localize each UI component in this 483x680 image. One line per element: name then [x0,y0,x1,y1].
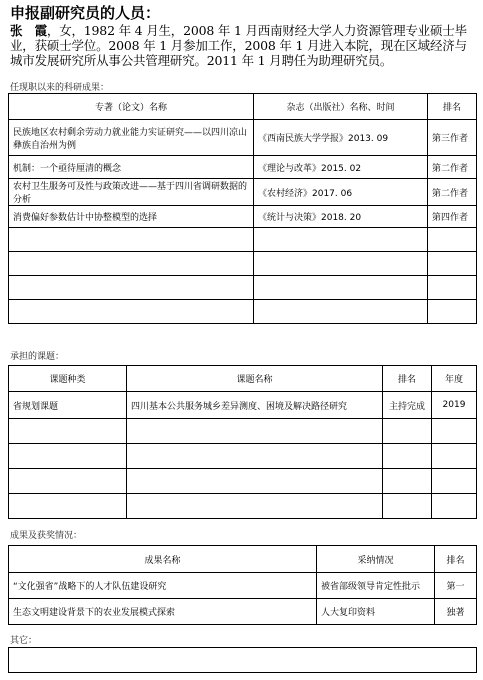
project-title [127,444,383,469]
table-row [9,228,477,252]
paper-rank: 第二作者 [428,179,477,206]
projects-header-type: 课题种类 [9,366,127,392]
paper-title [9,300,254,324]
project-year [432,419,477,444]
paper-title: 消费偏好参数估计中协整模型的选择 [9,206,254,228]
paper-journal [254,300,428,324]
awards-table [8,545,477,625]
project-type [9,419,127,444]
paper-rank [428,300,477,324]
table-row [9,156,477,179]
table-row [9,120,477,156]
papers-header-row [9,94,477,120]
paper-journal: 《农村经济》2017. 06 [254,179,428,206]
table-row [9,599,477,625]
project-year [432,469,477,494]
project-title: 四川基本公共服务城乡差异测度、困境及解决路径研究 [127,392,383,419]
awards-header-adoption: 采纳情况 [317,546,435,573]
project-year [432,494,477,519]
paper-journal: 《统计与决策》2018. 20 [254,206,428,228]
award-title: “文化强省”战略下的人才队伍建设研究 [9,573,317,599]
paper-journal [254,276,428,300]
awards-header-rank: 排名 [435,546,477,573]
project-type [9,444,127,469]
table-row [9,573,477,599]
award-title: 生态文明建设背景下的农业发展模式探索 [9,599,317,625]
table-row [9,494,477,519]
paper-title [9,252,254,276]
paper-rank: 第二作者 [428,156,477,179]
project-rank [383,494,432,519]
table-row [9,392,477,419]
applicant-bio [10,23,478,68]
table-row [9,419,477,444]
project-title [127,469,383,494]
project-rank [383,469,432,494]
paper-title [9,228,254,252]
paper-journal [254,252,428,276]
paper-rank [428,276,477,300]
paper-rank: 第四作者 [428,206,477,228]
project-year [432,444,477,469]
table-row [9,252,477,276]
other-box [8,647,477,673]
table-row [9,206,477,228]
award-adoption: 被省部级领导肯定性批示 [317,573,435,599]
paper-rank [428,228,477,252]
paper-title: 机制：一个亟待厘清的概念 [9,156,254,179]
projects-header-title: 课题名称 [127,366,383,392]
paper-title: 民族地区农村剩余劳动力就业能力实证研究——以四川凉山彝族自治州为例 [9,120,254,156]
project-rank: 主持完成 [383,392,432,419]
table-row [9,300,477,324]
paper-journal: 《西南民族大学学报》2013. 09 [254,120,428,156]
project-year: 2019 [432,392,477,419]
table-row [9,469,477,494]
project-title [127,494,383,519]
awards-header-title: 成果名称 [9,546,317,573]
project-type: 省规划课题 [9,392,127,419]
applicant-name: 张 霞 [10,23,47,38]
award-rank: 独著 [435,599,477,625]
project-title [127,419,383,444]
table-row [9,276,477,300]
project-rank [383,419,432,444]
paper-journal: 《理论与改革》2015. 02 [254,156,428,179]
papers-table [8,93,477,324]
table-row [9,444,477,469]
papers-header-journal: 杂志（出版社）名称、时间 [254,94,428,120]
papers-caption: 任现职以来的科研成果： [10,83,110,93]
paper-rank: 第三作者 [428,120,477,156]
paper-rank [428,252,477,276]
project-type [9,469,127,494]
table-row [9,179,477,206]
page-heading: 申报副研究员的人员： [10,4,161,22]
projects-header-row [9,366,477,392]
project-rank [383,444,432,469]
other-caption: 其它： [10,636,38,646]
award-adoption: 人大复印资料 [317,599,435,625]
projects-header-year: 年度 [432,366,477,392]
project-type [9,494,127,519]
projects-header-rank: 排名 [383,366,432,392]
papers-header-title: 专著（论文）名称 [9,94,254,120]
paper-journal [254,228,428,252]
projects-table [8,365,477,519]
papers-header-rank: 排名 [428,94,477,120]
award-rank: 第一 [435,573,477,599]
paper-title [9,276,254,300]
projects-caption: 承担的课题： [10,352,65,362]
applicant-bio-text: ，女，1982 年 4 月生，2008 年 1 月西南财经大学人力资源管理专业硕士毕业，获硕士学位。2008 年 1 月参加工作，2008 年 1 月进入本院，现在区域经济与城市发展研究所从事公共管理研究。2011 年 1 月聘任为助理研究员。 [10,23,467,68]
awards-header-row [9,546,477,573]
awards-caption: 成果及获奖情况： [10,531,83,541]
paper-title: 农村卫生服务可及性与政策改进——基于四川省调研数据的分析 [9,179,254,206]
